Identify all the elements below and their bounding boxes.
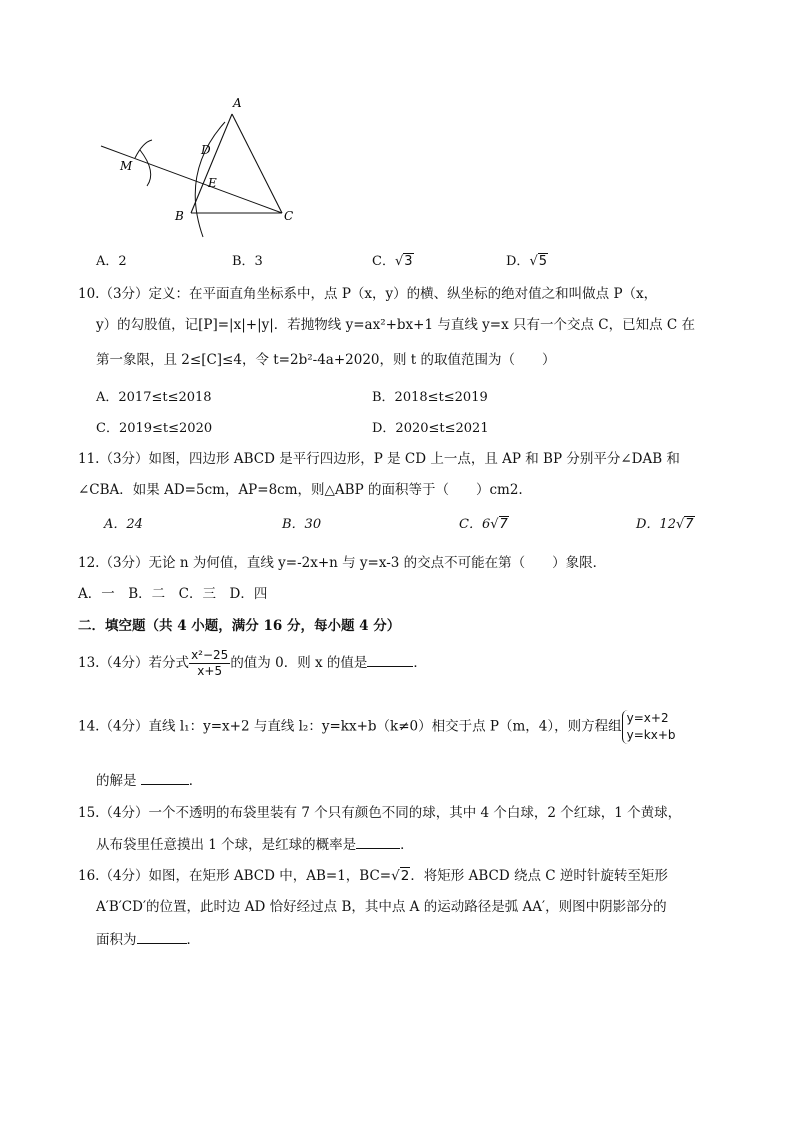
- label-d: D: [201, 143, 211, 157]
- geometry-figure: [95, 92, 310, 242]
- q14-answer-blank: [141, 772, 189, 785]
- label-b: B: [175, 209, 184, 223]
- q13-fraction: [189, 648, 230, 679]
- q10-option-b: B．2018≤t≤2019: [372, 390, 488, 405]
- q10-line2: y）的勾股值，记[P]=|x|+|y|．若抛物线 y=ax²+bx+1 与直线 y=x 只有一个交点 C，已知点 C 在: [96, 317, 696, 333]
- section-heading-fill-in: 二．填空题（共 4 小题，满分 16 分，每小题 4 分）: [78, 618, 401, 634]
- q16-line2: A′B′CD′的位置，此时边 AD 恰好经过点 B，其中点 A 的运动路径是弧 AA′，则图中阴影部分的: [96, 899, 667, 915]
- q14-line2: 的解是 ．: [96, 773, 203, 789]
- q12-options: A．一 B．二 C．三 D．四: [78, 586, 268, 602]
- q13-post: 的值为 0．则 x 的值是: [230, 655, 368, 671]
- q11-line2: ∠CBA．如果 AD=5cm，AP=8cm，则△ABP 的面积等于（ ）cm2.: [78, 482, 523, 498]
- q15-line1: 15.（4分）一个不透明的布袋里装有 7 个只有颜色不同的球，其中 4 个白球，2 个红球，1 个黄球，: [78, 805, 682, 821]
- q10-line1: 10.（3分）定义：在平面直角坐标系中，点 P（x，y）的横、纵坐标的绝对值之和叫做点 P（x，: [78, 286, 658, 302]
- label-a: A: [233, 96, 242, 110]
- q11-option-d: D．12√7: [636, 517, 694, 532]
- q9-option-c: C．√3: [372, 254, 413, 269]
- q10-option-a: A．2017≤t≤2018: [96, 390, 212, 405]
- q11-line1: 11.（3分）如图，四边形 ABCD 是平行四边形，P 是 CD 上一点，且 AP 和 BP 分别平分∠DAB 和: [78, 451, 680, 467]
- q16-line1: 16.（4分）如图，在矩形 ABCD 中，AB=1，BC=√2．将矩形 ABCD 绕点 C 逆时针旋转至矩形: [78, 868, 668, 884]
- q14-eq1: y=x+2: [626, 711, 669, 725]
- side-ab: [191, 114, 232, 213]
- q15-answer-blank: [356, 836, 400, 849]
- q9-option-d: D．√5: [506, 254, 548, 269]
- q11-option-a: A．24: [104, 517, 143, 532]
- q16-answer-blank: [137, 931, 187, 944]
- q9-option-b: B．3: [232, 254, 263, 269]
- q11-option-b: B．30: [282, 517, 322, 532]
- q10-option-c: C．2019≤t≤2020: [96, 421, 213, 436]
- label-m: M: [120, 159, 133, 173]
- arc-near-m: [135, 140, 152, 186]
- q15-line2: 从布袋里任意摸出 1 个球，是红球的概率是 ．: [96, 837, 414, 853]
- q13-answer-blank: [367, 654, 413, 667]
- q11-option-c: C．6√7: [459, 517, 508, 532]
- q16-line3: 面积为 ．: [96, 932, 200, 948]
- q10-option-d: D．2020≤t≤2021: [372, 421, 489, 436]
- q14-pre: 14.（4分）直线 l₁：y=x+2 与直线 l₂：y=kx+b（k≠0）相交于点 P（m，4），则方程组: [78, 718, 622, 735]
- q14-eq2: y=kx+b: [626, 728, 676, 742]
- q13-denominator: x+5: [197, 664, 223, 678]
- q13-numerator: x²−25: [191, 648, 229, 662]
- q14-equation-system: [622, 710, 676, 744]
- question-13: 13.（4分）若分式 $\frac{\text{x²−25}}{x+5}$ 的值为 0．则 x 的值是 ．: [78, 648, 427, 678]
- q10-line3: 第一象限，且 2≤[C]≤4，令 t=2b²-4a+2020，则 t 的取值范围为（ ）: [96, 352, 556, 368]
- q13-pre: 13.（4分）若分式: [78, 655, 190, 671]
- line-m-c: [101, 146, 282, 213]
- question-14: [78, 710, 676, 744]
- side-ac: [232, 114, 282, 213]
- label-c: C: [284, 209, 294, 223]
- label-e: E: [208, 176, 217, 190]
- q12-line1: 12.（3分）无论 n 为何值，直线 y=-2x+n 与 y=x-3 的交点不可能在第（ ）象限．: [78, 555, 607, 571]
- q9-option-a: A．2: [96, 254, 127, 269]
